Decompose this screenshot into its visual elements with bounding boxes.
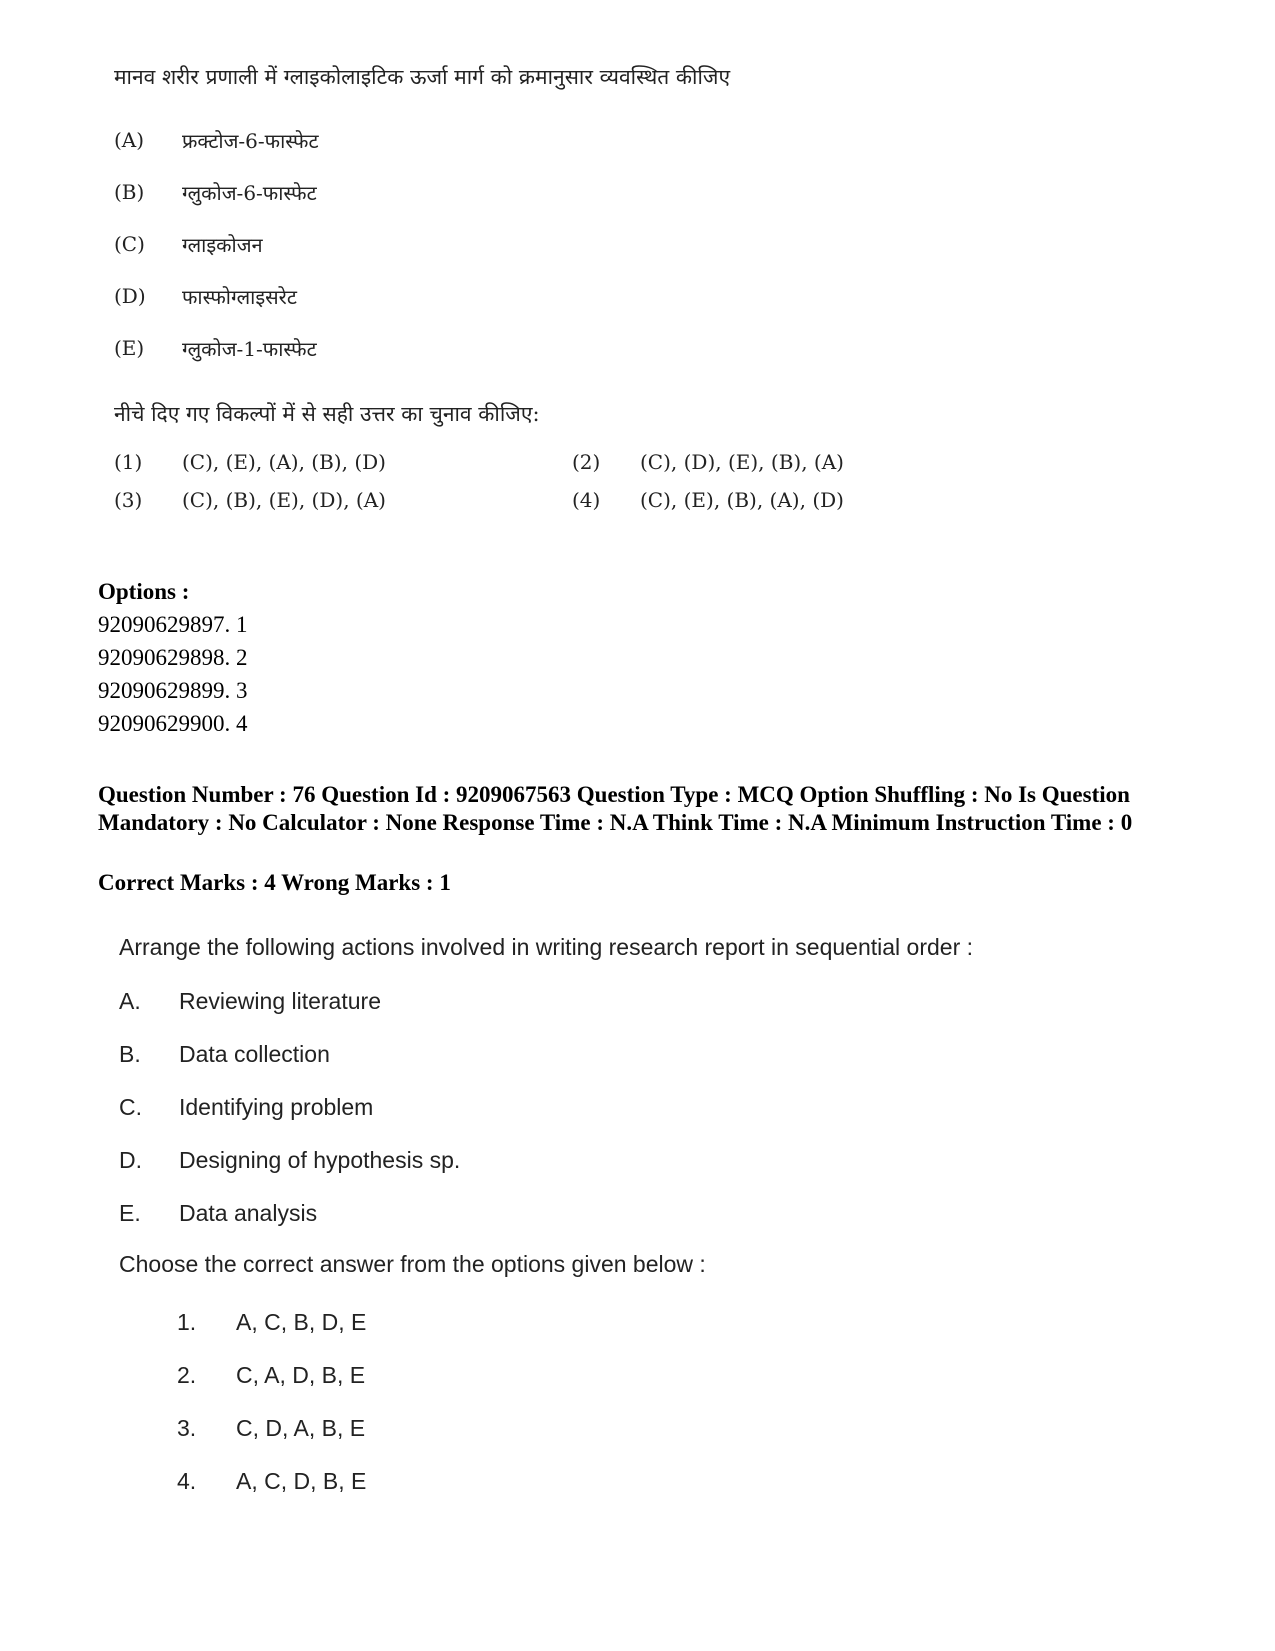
item-text: ग्लाइकोजन xyxy=(182,232,263,257)
choice-number: (3) xyxy=(114,488,143,512)
english-choice xyxy=(177,1455,1019,1508)
english-item xyxy=(119,1187,1019,1240)
hindi-choice xyxy=(572,488,872,512)
hindi-item-list xyxy=(114,114,1014,374)
hindi-item xyxy=(114,270,1014,322)
english-item xyxy=(119,1134,1019,1187)
choice-number: 4. xyxy=(177,1468,197,1494)
item-text: फ्रक्टोज-6-फास्फेट xyxy=(182,128,319,153)
hindi-choice xyxy=(114,450,572,474)
choice-text: A, C, B, D, E xyxy=(236,1309,367,1335)
option-line: 92090629898. 2 xyxy=(98,645,248,670)
item-label: (B) xyxy=(114,180,145,204)
choice-text: C, A, D, B, E xyxy=(236,1362,366,1388)
hindi-choice xyxy=(572,450,872,474)
english-item xyxy=(119,975,1019,1028)
hindi-choice-grid xyxy=(114,450,1014,512)
hindi-item xyxy=(114,322,1014,374)
item-text: फास्फोग्लाइसरेट xyxy=(182,284,297,309)
hindi-choice xyxy=(114,488,572,512)
choice-text: (C), (E), (B), (A), (D) xyxy=(640,488,844,512)
item-text: Data analysis xyxy=(179,1200,318,1226)
item-label: E. xyxy=(119,1200,141,1226)
english-choice xyxy=(177,1349,1019,1402)
item-label: (E) xyxy=(114,336,145,360)
choice-number: 2. xyxy=(177,1362,197,1388)
item-text: Reviewing literature xyxy=(179,988,381,1014)
english-item xyxy=(119,1028,1019,1081)
question-info: Question Number : 76 Question Id : 9209067563 Question Type : MCQ Option Shuffling : No Is Question Mandatory : No Calculator : None Response Time : N.A Think Time : N.A Minimum Instruction Time : 0 xyxy=(98,782,1133,835)
item-label: (C) xyxy=(114,232,145,256)
choice-text: (C), (D), (E), (B), (A) xyxy=(640,450,844,474)
option-line: 92090629899. 3 xyxy=(98,678,248,703)
choice-text: C, D, A, B, E xyxy=(236,1415,366,1441)
english-choice-list xyxy=(177,1296,1019,1508)
choice-text: (C), (B), (E), (D), (A) xyxy=(182,488,386,512)
item-label: C. xyxy=(119,1094,142,1120)
choice-number: (1) xyxy=(114,450,143,474)
english-question-stem: Arrange the following actions involved in writing research report in sequential order : xyxy=(119,934,974,960)
hindi-item xyxy=(114,218,1014,270)
option-line: 92090629900. 4 xyxy=(98,711,248,736)
item-label: B. xyxy=(119,1041,141,1067)
english-question-block xyxy=(119,933,1019,1508)
choice-number: 3. xyxy=(177,1415,197,1441)
item-label: (A) xyxy=(114,128,145,152)
marks-info: Correct Marks : 4 Wrong Marks : 1 xyxy=(98,870,451,895)
choice-number: 1. xyxy=(177,1309,197,1335)
options-heading: Options : xyxy=(98,579,190,604)
hindi-choose-prompt: नीचे दिए गए विकल्पों में से सही उत्तर का चुनाव कीजिए: xyxy=(114,402,540,426)
item-label: A. xyxy=(119,988,141,1014)
choice-text: (C), (E), (A), (B), (D) xyxy=(182,450,386,474)
hindi-item xyxy=(114,114,1014,166)
item-label: (D) xyxy=(114,284,146,308)
options-block xyxy=(98,575,248,740)
english-choice xyxy=(177,1296,1019,1349)
item-text: Designing of hypothesis sp. xyxy=(179,1147,461,1173)
item-label: D. xyxy=(119,1147,142,1173)
hindi-item xyxy=(114,166,1014,218)
hindi-question-stem: मानव शरीर प्रणाली में ग्लाइकोलाइटिक ऊर्जा मार्ग को क्रमानुसार व्यवस्थित कीजिए xyxy=(114,65,731,89)
option-line: 92090629897. 1 xyxy=(98,612,248,637)
choice-text: A, C, D, B, E xyxy=(236,1468,367,1494)
english-item-list xyxy=(119,975,1019,1240)
english-choice xyxy=(177,1402,1019,1455)
choice-number: (4) xyxy=(572,488,601,512)
english-choose-prompt: Choose the correct answer from the options given below : xyxy=(119,1250,706,1277)
hindi-question-block xyxy=(114,62,1014,512)
item-text: Identifying problem xyxy=(179,1094,374,1120)
choice-number: (2) xyxy=(572,450,601,474)
english-item xyxy=(119,1081,1019,1134)
item-text: Data collection xyxy=(179,1041,330,1067)
item-text: ग्लुकोज-6-फास्फेट xyxy=(182,180,317,205)
item-text: ग्लुकोज-1-फास्फेट xyxy=(182,336,317,361)
